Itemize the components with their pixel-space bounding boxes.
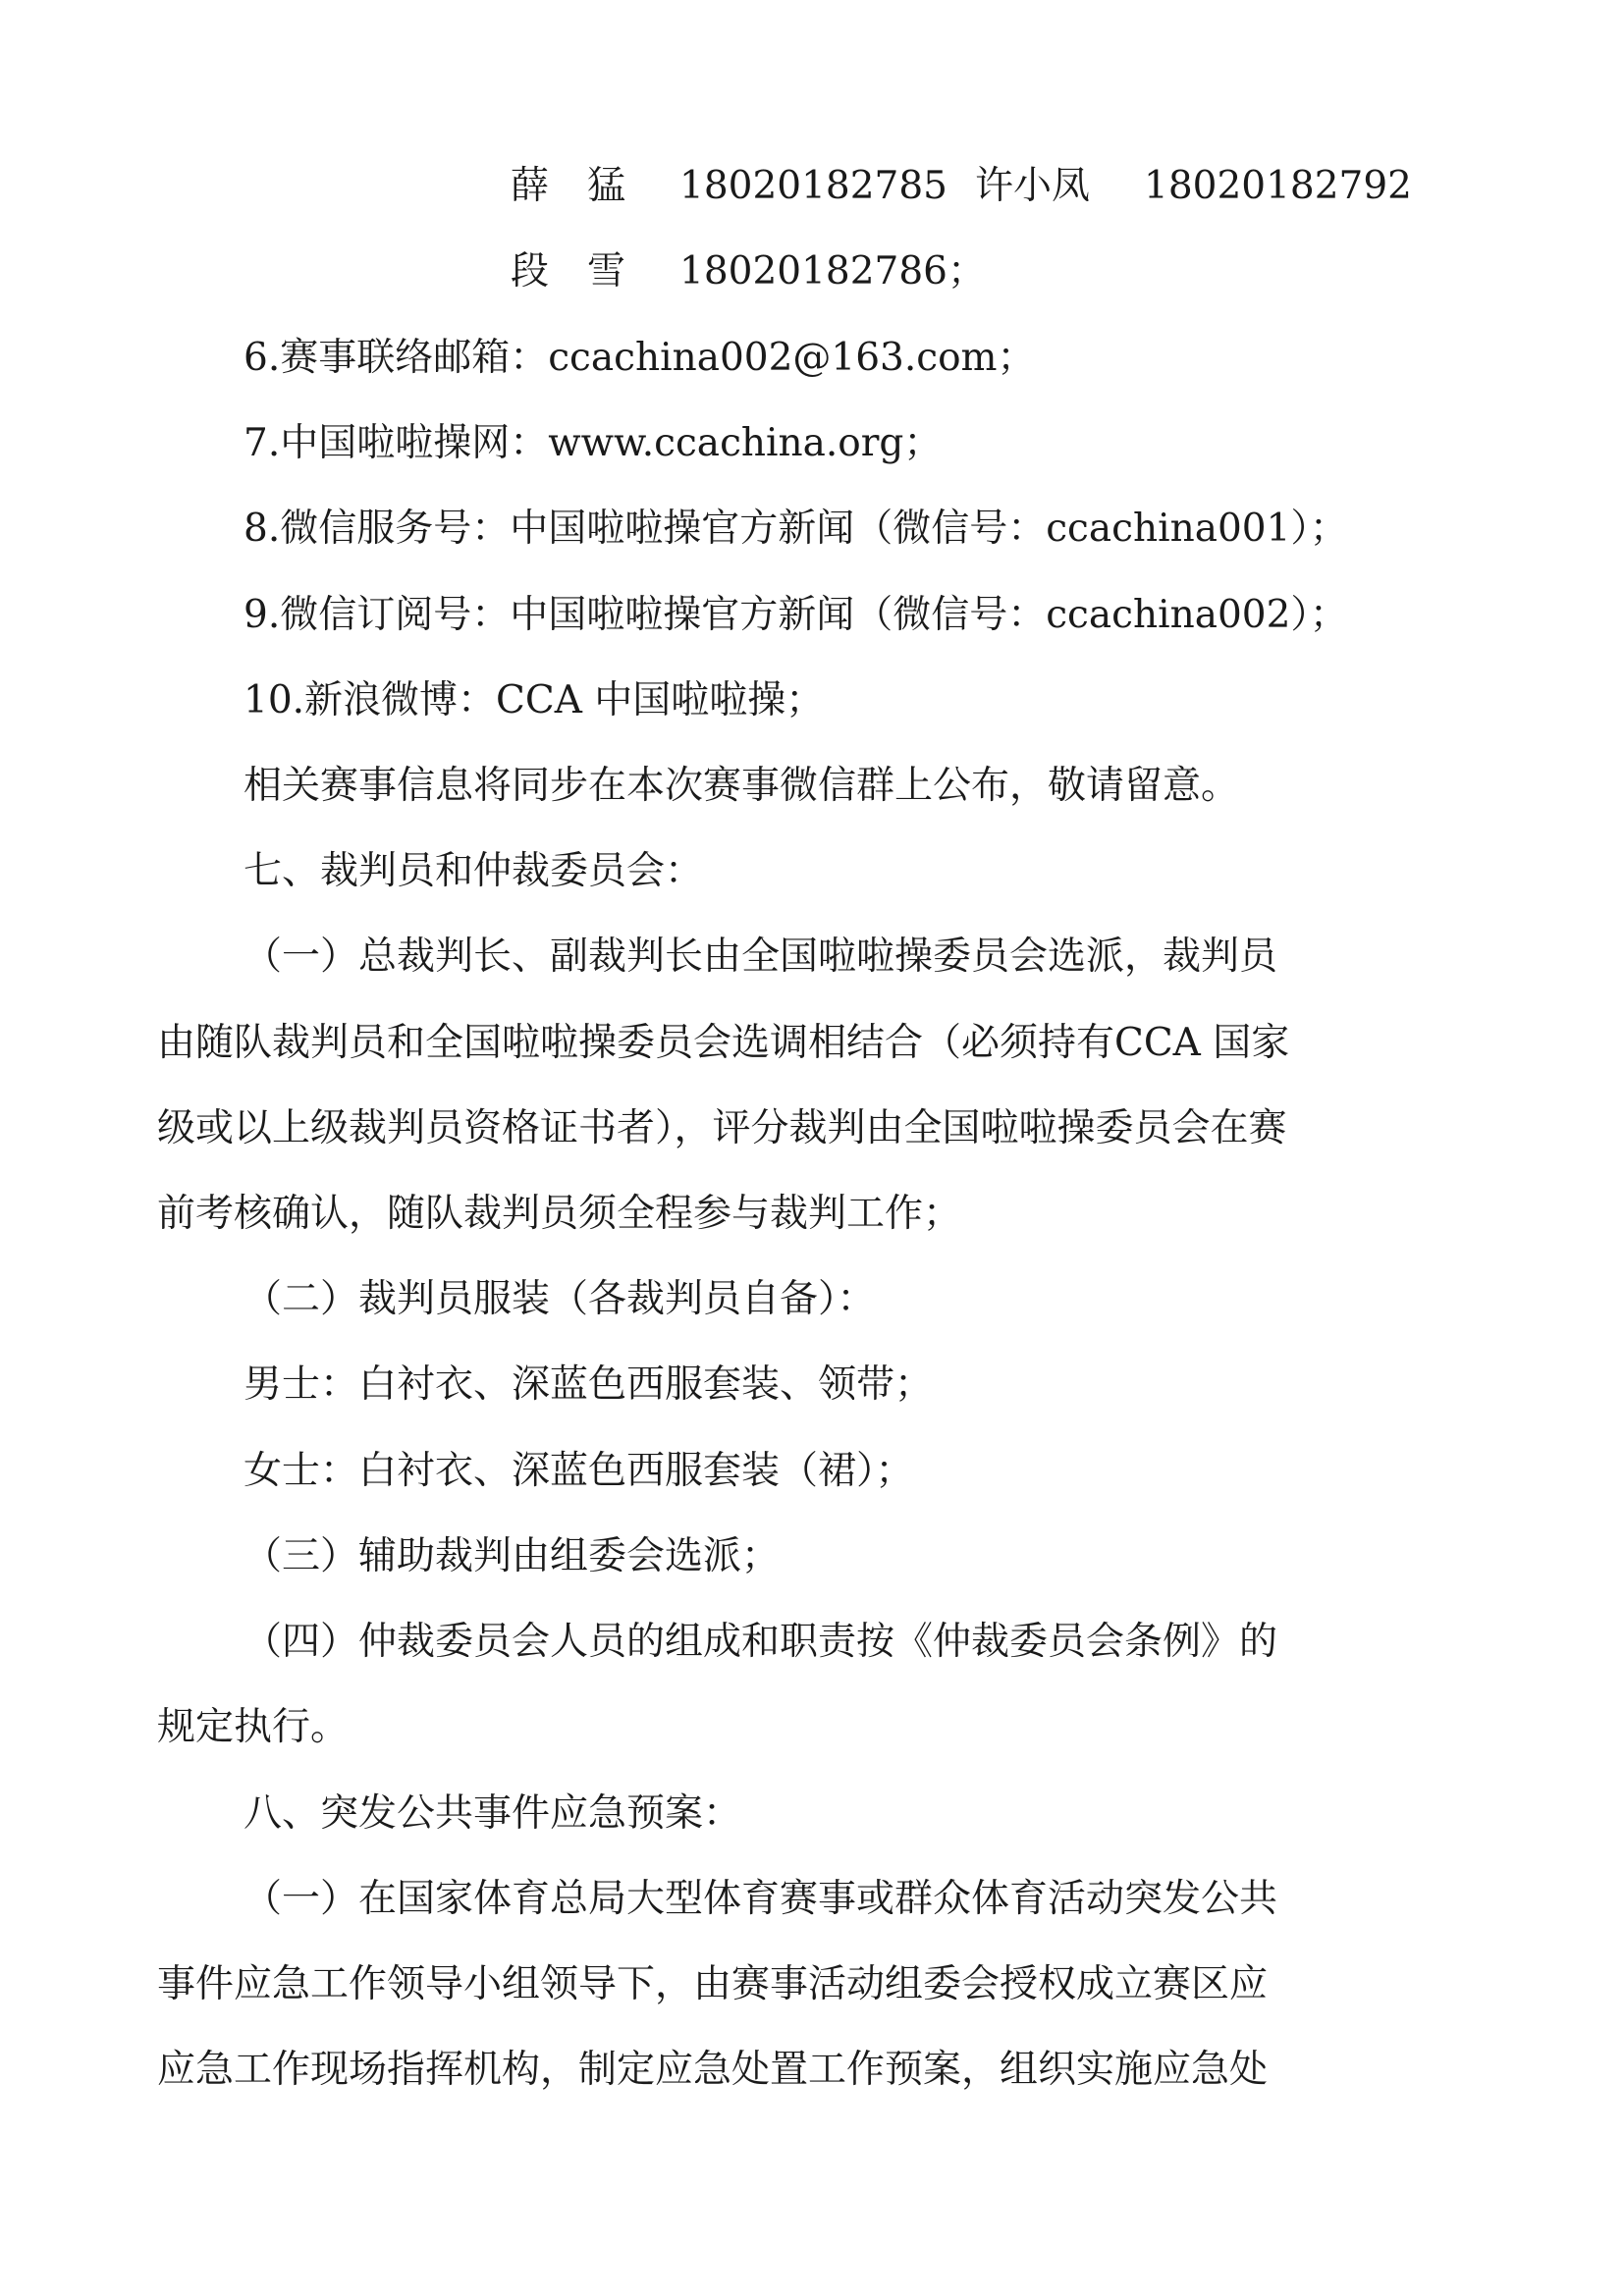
contact-phone: 18020182785 (679, 164, 947, 208)
paragraph-line: 男士：白衬衣、深蓝色西服套装、领带； (244, 1362, 934, 1407)
paragraph-line: （二）裁判员服装（各裁判员自备）： (244, 1277, 876, 1321)
paragraph-line: 事件应急工作领导小组领导下，由赛事活动组委会授权成立赛区应 (157, 1962, 1269, 2006)
section-heading-referees: 七、裁判员和仲裁委员会： (244, 849, 704, 893)
weibo-line: 10.新浪微博：CCA 中国啦啦操； (244, 678, 825, 722)
paragraph-line: （四）仲裁委员会人员的组成和职责按《仲裁委员会条例》的 (244, 1620, 1278, 1664)
paragraph-line: （一）总裁判长、副裁判长由全国啦啦操委员会选派，裁判员 (244, 934, 1278, 979)
paragraph-line: （三）辅助裁判由组委会选派； (244, 1534, 781, 1578)
section-heading-emergency: 八、突发公共事件应急预案： (244, 1791, 742, 1836)
contact-phone: 18020182792 (1144, 164, 1412, 208)
website-line: 7.中国啦啦操网：www.ccachina.org； (244, 421, 943, 465)
contact-phone: 18020182786； (679, 249, 986, 294)
contact-name: 薛 猛 (511, 164, 626, 208)
wechat-service-line: 8.微信服务号：中国啦啦操官方新闻（微信号：ccachina001）； (244, 507, 1348, 551)
paragraph-line: 级或以上级裁判员资格证书者），评分裁判由全国啦啦操委员会在赛 (157, 1106, 1287, 1150)
notice-line: 相关赛事信息将同步在本次赛事微信群上公布，敬请留意。 (244, 764, 1240, 808)
paragraph-line: 应急工作现场指挥机构，制定应急处置工作预案，组织实施应急处 (157, 2048, 1269, 2092)
contact-email-line: 6.赛事联络邮箱：ccachina002@163.com； (244, 336, 1036, 380)
contact-entry (511, 242, 986, 301)
paragraph-line: 规定执行。 (157, 1705, 350, 1749)
wechat-subscription-line: 9.微信订阅号：中国啦啦操官方新闻（微信号：ccachina002）； (244, 593, 1348, 637)
contact-name: 段 雪 (511, 249, 626, 294)
paragraph-line: 前考核确认，随队裁判员须全程参与裁判工作； (157, 1192, 962, 1236)
contact-entry (511, 157, 947, 216)
paragraph-line: （一）在国家体育总局大型体育赛事或群众体育活动突发公共 (244, 1877, 1278, 1921)
paragraph-line: 女士：白衬衣、深蓝色西服套装（裙）； (244, 1449, 914, 1493)
paragraph-line: 由随队裁判员和全国啦啦操委员会选调相结合（必须持有CCA 国家 (157, 1021, 1290, 1065)
contact-entry (975, 157, 1412, 216)
contact-name: 许小凤 (975, 164, 1091, 208)
